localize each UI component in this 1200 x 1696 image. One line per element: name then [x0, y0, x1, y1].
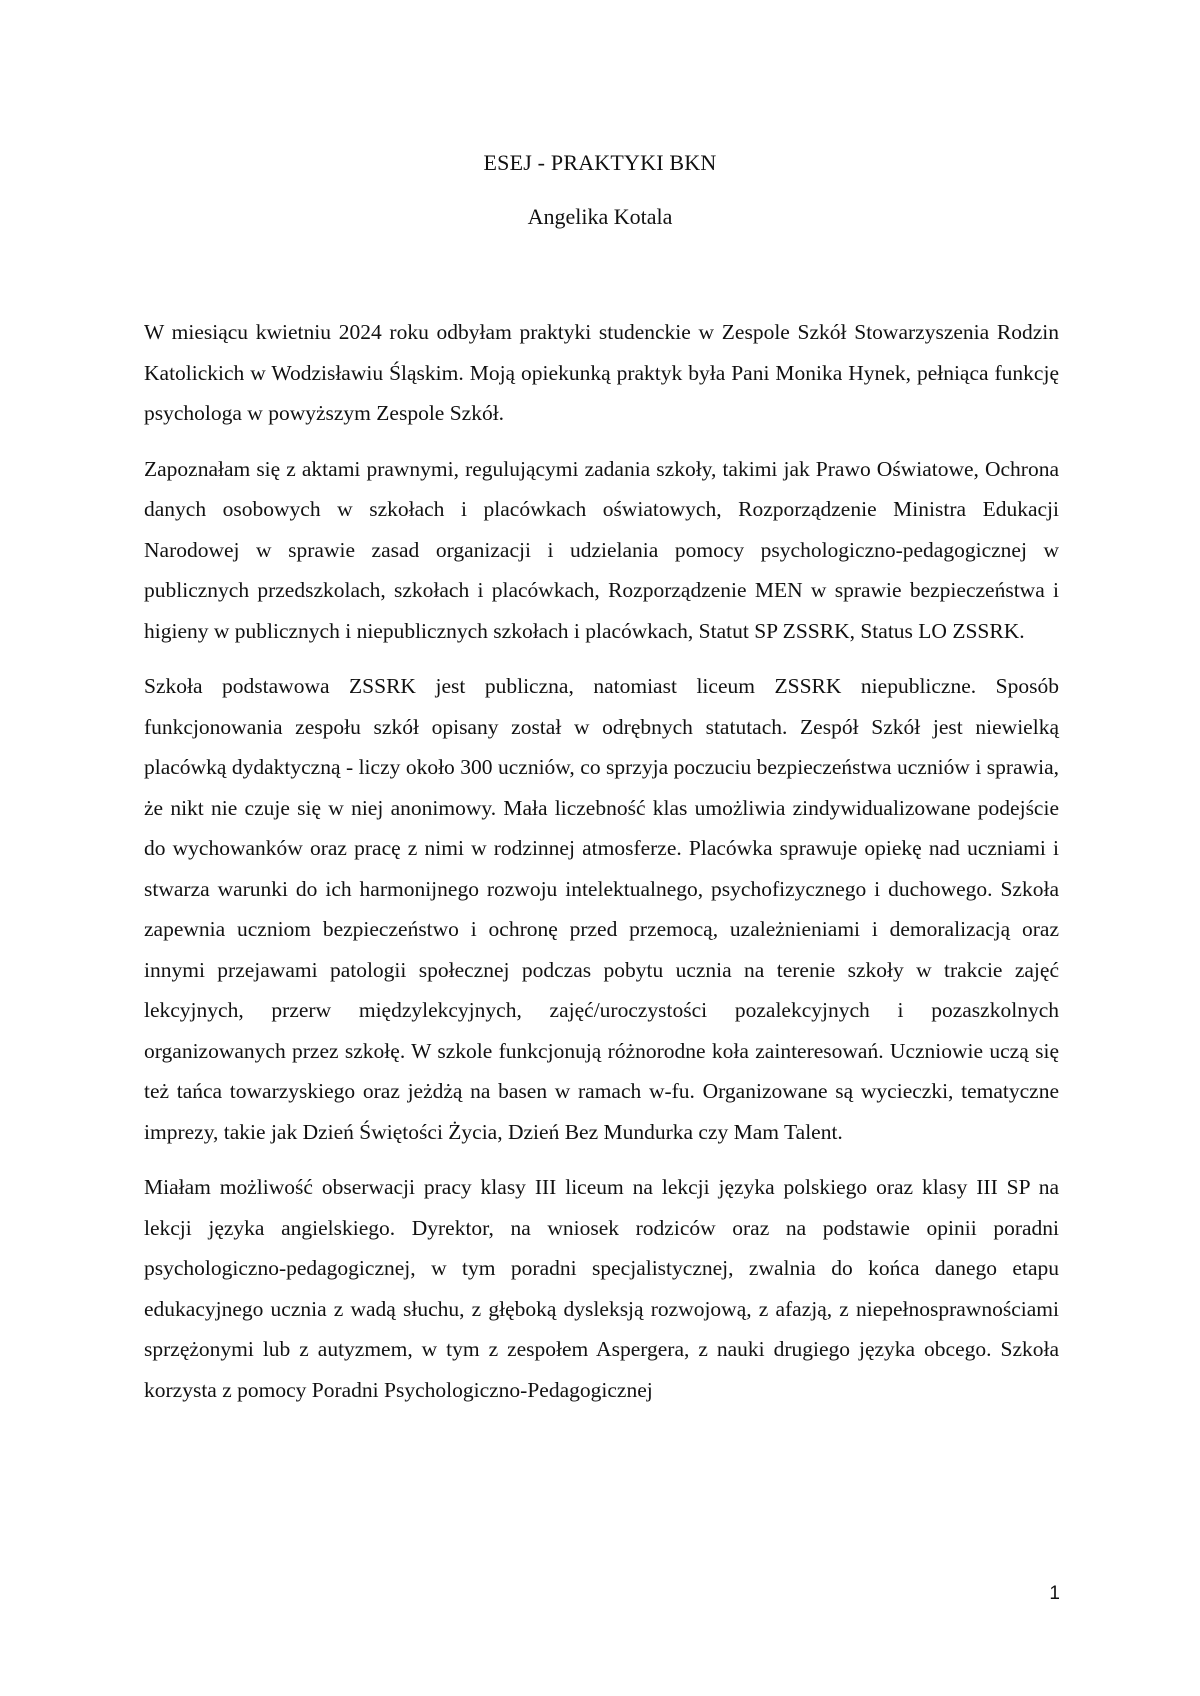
page-number: 1: [1049, 1583, 1060, 1604]
document-title: ESEJ - PRAKTYKI BKN: [483, 150, 717, 175]
paragraph-3: Szkoła podstawowa ZSSRK jest publiczna, natomiast liceum ZSSRK niepubliczne. Sposób funkcjonowania zespołu szkół opisany został w odrębnych statutach. Zespół Szkół jest niewielką placówką dydaktyczną - liczy około 300 uczniów, co sprzyja poczuciu bezpieczeństwa uczniów i sprawia, że nikt nie czuje się w niej anonimowy. Mała liczebność klas umożliwia zindywidualizowane podejście do wychowanków oraz pracę z nimi w rodzinnej atmosferze. Placówka sprawuje opiekę nad uczniami i stwarza warunki do ich harmonijnego rozwoju intelektualnego, psychofizycznego i duchowego. Szkoła zapewnia uczniom bezpieczeństwo i ochronę przed przemocą, uzależnieniami i demoralizacją oraz innymi przejawami patologii społecznej podczas pobytu ucznia na terenie szkoły w trakcie zajęć lekcyjnych, przerw międzylekcyjnych, zajęć/uroczystości pozalekcyjnych i pozaszkolnych organizowanych przez szkołę. W szkole funkcjonują różnorodne koła zainteresowań. Uczniowie uczą się też tańca towarzyskiego oraz jeżdżą na basen w ramach w-fu. Organizowane są wycieczki, tematyczne imprezy, takie jak Dzień Świętości Życia, Dzień Bez Mundurka czy Mam Talent.: [144, 674, 1059, 1144]
paragraph-1: W miesiącu kwietniu 2024 roku odbyłam praktyki studenckie w Zespole Szkół Stowarzyszenia Rodzin Katolickich w Wodzisławiu Śląskim. Moją opiekunką praktyk była Pani Monika Hynek, pełniąca funkcję psychologa w powyższym Zespole Szkół.: [144, 320, 1059, 425]
document-author: Angelika Kotala: [527, 204, 673, 229]
document-body: [144, 312, 1059, 1425]
paragraph-4: Miałam możliwość obserwacji pracy klasy III liceum na lekcji języka polskiego oraz klasy III SP na lekcji języka angielskiego. Dyrektor, na wniosek rodziców oraz na podstawie opinii poradni psychologiczno-pedagogicznej, w tym poradni specjalistycznej, zwalnia do końca danego etapu edukacyjnego ucznia z wadą słuchu, z głęboką dysleksją rozwojową, z afazją, z niepełnosprawnościami sprzężonymi lub z autyzmem, w tym z zespołem Aspergera, z nauki drugiego języka obcego. Szkoła korzysta z pomocy Poradni Psychologiczno-Pedagogicznej: [144, 1175, 1059, 1402]
paragraph-2: Zapoznałam się z aktami prawnymi, regulującymi zadania szkoły, takimi jak Prawo Oświatowe, Ochrona danych osobowych w szkołach i placówkach oświatowych, Rozporządzenie Ministra Edukacji Narodowej w sprawie zasad organizacji i udzielania pomocy psychologiczno-pedagogicznej w publicznych przedszkolach, szkołach i placówkach, Rozporządzenie MEN w sprawie bezpieczeństwa i higieny w publicznych i niepublicznych szkołach i placówkach, Statut SP ZSSRK, Status LO ZSSRK.: [144, 456, 1059, 643]
